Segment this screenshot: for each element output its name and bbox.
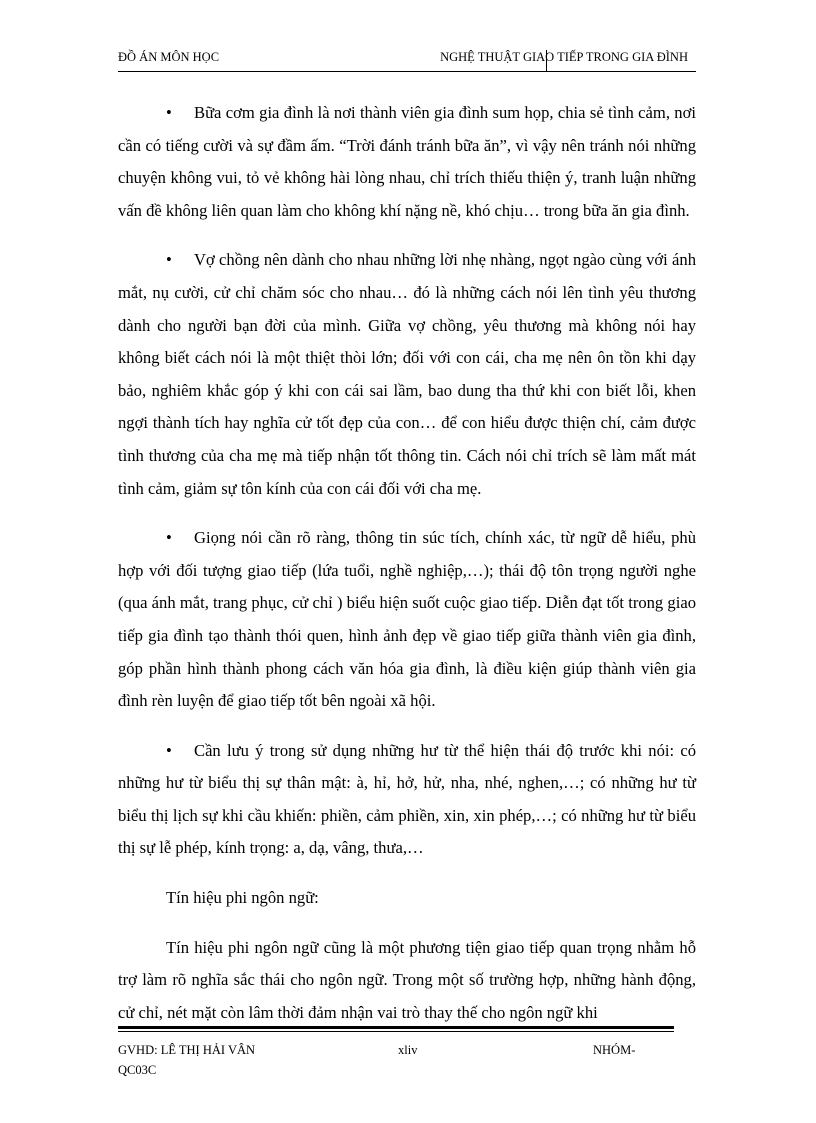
paragraph-nonverbal: Tín hiệu phi ngôn ngữ cũng là một phương tiện giao tiếp quan trọng nhằm hỗ trợ làm rõ nghĩa sắc thái cho ngôn ngữ. Trong một số trường hợp, những hành động, cử chỉ, nét mặt còn lâm thời đảm nhận vai trò thay thế cho ngôn ngữ khi xyxy=(118,937,696,1022)
bullet-paragraph-particles: • Cần lưu ý trong sử dụng những hư từ thể hiện thái độ trước khi nói: có những hư từ biểu thị sự thân mật: à, hỉ, hở, hử, nha, nhé, nghen,…; có những hư từ biểu thị lịch sự khi cầu khiến: phiền, cảm phiền, xin, xin phép,…; có những hư từ biểu thị sự lễ phép, kính trọng: a, dạ, vâng, thưa,… xyxy=(118,735,696,865)
bullet-paragraph-spouses: • Vợ chồng nên dành cho nhau những lời nhẹ nhàng, ngọt ngào cùng với ánh mắt, nụ cười, cử chỉ chăm sóc cho nhau… đó là những cách nói lên tình yêu thương dành cho người bạn đời của mình. Giữa vợ chồng, yêu thương mà không nói hay không biết cách nói là một thiệt thòi lớn; đối với con cái, cha mẹ nên ôn tồn khi dạy bảo, nghiêm khắc góp ý khi con cái sai lầm, bao dung tha thứ khi con biết lỗi, khen ngợi thành tích hay nghĩa cử tốt đẹp của con… để con hiểu được thiện chí, cảm được tình thương của cha mẹ mà tiếp nhận tốt thông tin. Cách nói chỉ trích sẽ làm mất mát tình cảm, giảm sự tôn kính của con cái đối với cha mẹ. xyxy=(118,244,696,505)
bullet-paragraph-family-meal: • Bữa cơm gia đình là nơi thành viên gia đình sum họp, chia sẻ tình cảm, nơi cần có tiếng cười và sự đầm ấm. “Trời đánh tránh bữa ăn”, vì vậy nên tránh nói những chuyện không vui, tỏ vẻ không hài lòng nhau, chỉ trích thiếu thiện ý, tranh luận những vấn đề không liên quan làm cho không khí nặng nề, khó chịu… trong bữa ăn gia đình. xyxy=(118,97,696,227)
footer-page-number: xliv xyxy=(398,1043,418,1057)
bullet-paragraph-voice: • Giọng nói cần rõ ràng, thông tin súc tích, chính xác, từ ngữ dễ hiểu, phù hợp với đối tượng giao tiếp (lứa tuổi, nghề nghiệp,…); thái độ tôn trọng người nghe (qua ánh mắt, trang phục, cử chỉ ) biểu hiện suốt cuộc giao tiếp. Diễn đạt tốt trong giao tiếp gia đình tạo thành thói quen, hình ảnh đẹp về giao tiếp giữa thành viên gia đình, góp phần hình thành phong cách văn hóa gia đình, là điều kiện giúp thành viên gia đình rèn luyện để giao tiếp tốt bên ngoài xã hội. xyxy=(118,522,696,718)
header-course-label: ĐỒ ÁN MÔN HỌC xyxy=(118,50,220,64)
header-topic-title: NGHỆ THUẬT GIAO TIẾP TRONG GIA ĐÌNH xyxy=(440,50,688,64)
footer-rule-thin xyxy=(118,1031,674,1032)
footer-group: NHÓM- xyxy=(593,1043,636,1057)
subheading-nonverbal: Tín hiệu phi ngôn ngữ: xyxy=(166,888,319,908)
footer-class-code: QC03C xyxy=(118,1063,157,1077)
footer-rule-thick xyxy=(118,1026,674,1029)
document-body xyxy=(118,97,696,1046)
page-header xyxy=(118,50,696,72)
footer-instructor: GVHD: LÊ THỊ HẢI VÂN xyxy=(118,1043,256,1057)
header-rule xyxy=(118,71,696,72)
